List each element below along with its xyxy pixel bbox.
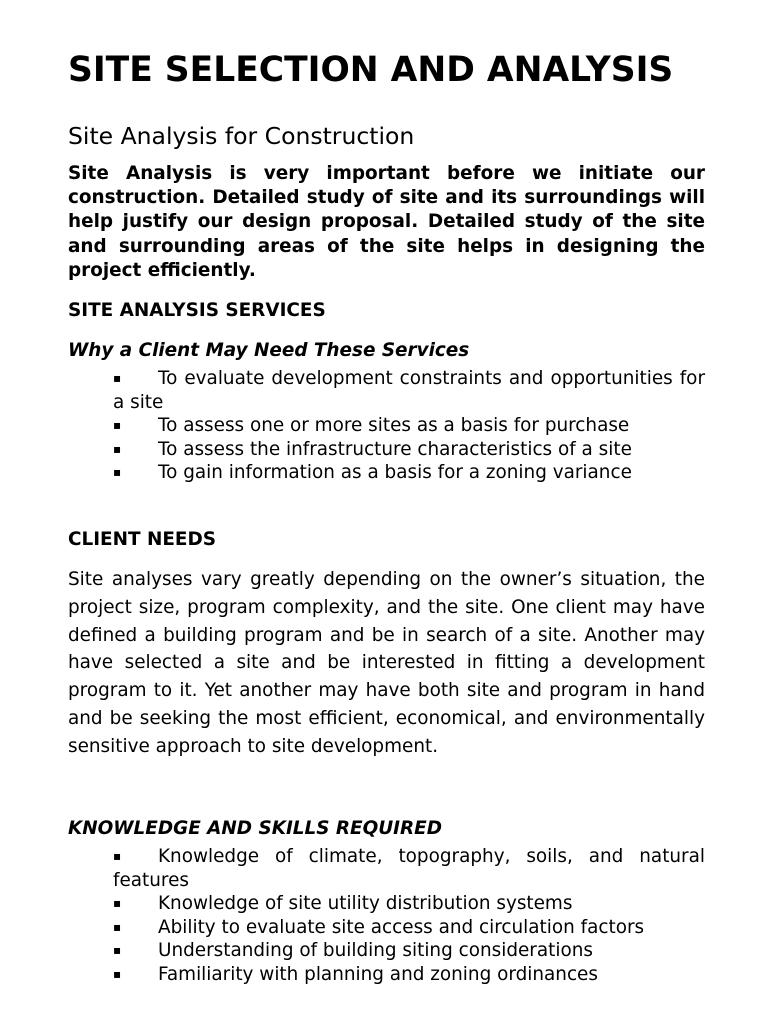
document-title: SITE SELECTION AND ANALYSIS — [68, 50, 674, 90]
client-needs-paragraph: Site analyses vary greatly depending on the owner’s situation, the project size, program complexity, and the site. One client may have defined a building program and be in search of a site. Another may have selected a site and be interested in fitting a development program to it. Yet another may have both site and program in hand and be seeking the most efficient, economical, and environmentally sensitive approach to site development. — [68, 569, 705, 757]
bullet-icon: ▪ — [113, 966, 122, 981]
list-item — [113, 845, 705, 892]
bullet-icon: ▪ — [113, 441, 122, 456]
bullet-icon: ▪ — [113, 465, 122, 480]
list-item-text: To assess one or more sites as a basis for purchase — [158, 415, 630, 437]
list-item — [113, 963, 705, 987]
client-needs-heading: CLIENT NEEDS — [68, 529, 216, 550]
list-item — [113, 892, 705, 916]
list-item-text: Ability to evaluate site access and circulation factors — [158, 916, 645, 938]
services-subheading: Why a Client May Need These Services — [68, 340, 470, 361]
list-item — [113, 414, 705, 438]
services-heading: SITE ANALYSIS SERVICES — [68, 300, 326, 321]
bullet-icon: ▪ — [113, 919, 122, 934]
list-item-text: Understanding of building siting considerations — [158, 940, 593, 962]
services-list — [113, 367, 705, 485]
bullet-icon: ▪ — [113, 943, 122, 958]
bullet-icon: ▪ — [113, 849, 122, 863]
list-item — [113, 367, 705, 414]
knowledge-heading: KNOWLEDGE AND SKILLS REQUIRED — [68, 818, 443, 839]
bullet-icon: ▪ — [113, 418, 122, 433]
bullet-icon: ▪ — [113, 896, 122, 911]
document-subtitle: Site Analysis for Construction — [68, 122, 415, 150]
list-item — [113, 438, 705, 462]
knowledge-list — [113, 845, 705, 987]
list-item-text: To evaluate development constraints and opportunities for a site — [113, 368, 705, 413]
list-item — [113, 939, 705, 963]
list-item — [113, 916, 705, 940]
list-item-text: To assess the infrastructure characteristics of a site — [158, 438, 632, 460]
list-item-text: Knowledge of climate, topography, soils, and natural features — [113, 846, 705, 891]
list-item-text: Knowledge of site utility distribution systems — [158, 893, 573, 915]
list-item-text: Familiarity with planning and zoning ordinances — [158, 963, 598, 985]
intro-paragraph: Site Analysis is very important before we initiate our construction. Detailed study of site and its surroundings will help justify our design proposal. Detailed study of the site and surrounding areas of the site helps in designing the project efficiently. — [68, 163, 705, 281]
list-item — [113, 461, 705, 485]
list-item-text: To gain information as a basis for a zoning variance — [158, 462, 632, 484]
bullet-icon: ▪ — [113, 371, 122, 385]
